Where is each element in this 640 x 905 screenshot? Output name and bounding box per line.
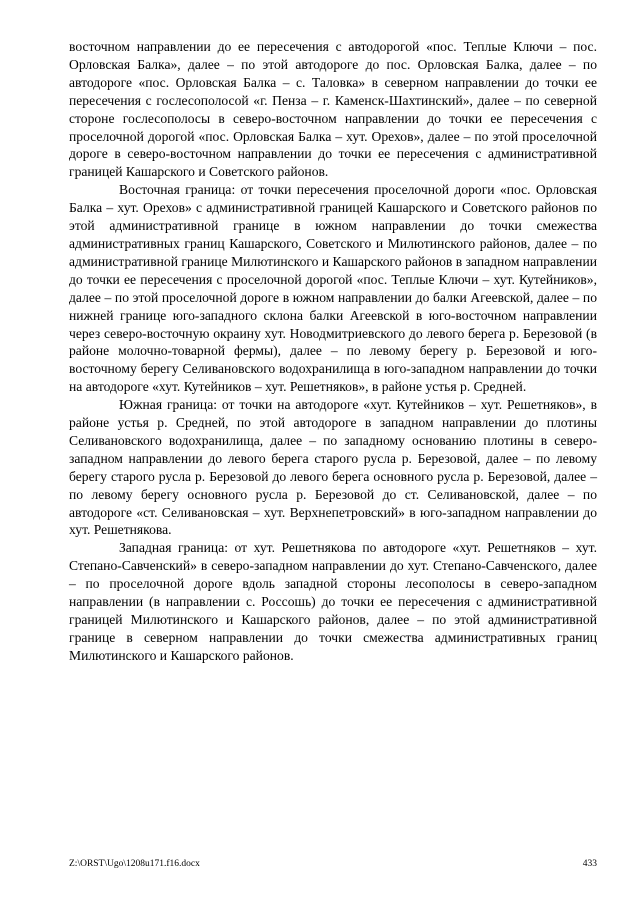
footer-file-path: Z:\ORST\Ugo\1208u171.f16.docx bbox=[69, 859, 200, 869]
paragraph-1: восточном направлении до ее пересечения с автодорогой «пос. Теплые Ключи – пос. Орловская Балка», далее – по этой автодороге до пос. Орловская Балка, далее – по автодороге «пос. Орловская Балка – с. Таловка» в северном направлении до точки ее пересечения с гослесополосой «г. Пенза – г. Каменск-Шахтинский», далее – по северной стороне гослесополосы в северо-восточном направлении до точки ее пересечения с проселочной дорогой «пос. Орловская Балка – хут. Орехов», далее – по этой проселочной дороге в северо-восточном направлении до точки ее пересечения с административной границей Кашарского и Советского районов. bbox=[69, 39, 597, 180]
page-number: 433 bbox=[582, 859, 597, 869]
paragraph-south-border: Южная граница: от точки на автодороге «хут. Кутейников – хут. Решетняков», в районе устья р. Средней, по этой автодороге в западном направлении до плотины Селивановского водохранилища, далее – по западному основанию плотины в северо-западном направлении до левого берега старого русла р. Березовой, далее – по левому берегу старого русла р. Березовой до левого берега основного русла р. Березовой, далее – по левому берегу основного русла р. Березовой до ст. Селивановской, далее – по автодороге «ст. Селивановская – хут. Верхнепетровский» в юго-западном направлении до хут. Решетнякова. bbox=[69, 397, 597, 538]
paragraph-east-border: Восточная граница: от точки пересечения проселочной дороги «пос. Орловская Балка – хут. Орехов» с административной границей Кашарского и Советского районов по этой административной границе в южном направлении до точки смежества административных границ Кашарского, Советского и Милютинского районов, далее – по административной границе Милютинского и Кашарского районов в западном направлении до точки ее пересечения с проселочной дорогой «пос. Теплые Ключи – хут. Кутейников», далее – по этой проселочной дороге в южном направлении до балки Агеевской, далее – по нижней границе юго-западного склона балки Агеевской в юго-восточном направлении через северо-восточную окраину хут. Новодмитриевского до левого берега р. Березовой (в районе молочно-товарной фермы), далее – по левому берегу р. Березовой и юго-восточному берегу Селивановского водохранилища в юго-западном направлении до точки на автодороге «хут. Кутейников – хут. Решетняков», в районе устья р. Средней. bbox=[69, 182, 597, 395]
paragraph-west-border: Западная граница: от хут. Решетнякова по автодороге «хут. Решетняков – хут. Степано-Савченский» в северо-западном направлении до хут. Степано-Савченского, далее – по проселочной дороге вдоль западной стороны лесополосы в северо-западном направлении (в направлении с. Россошь) до точки ее пересечения с административной границей Милютинского и Кашарского районов, далее – по этой административной границе в северном направлении до точки смежества административных границ Милютинского и Кашарского районов. bbox=[69, 540, 597, 663]
document-body bbox=[69, 38, 597, 665]
